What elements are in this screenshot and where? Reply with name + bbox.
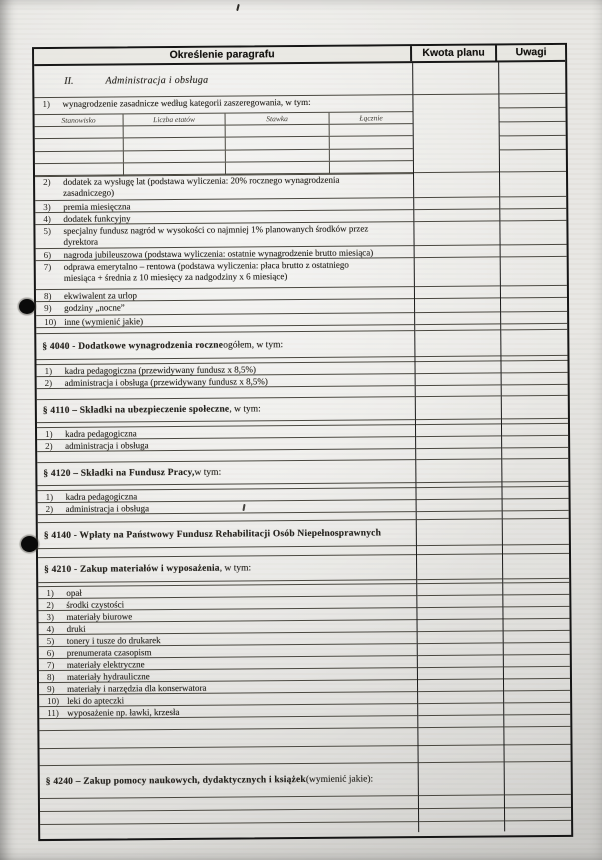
subtable-empty-cell (124, 163, 226, 175)
subtable-empty-cell (226, 137, 330, 149)
uwagi-cell (501, 373, 568, 386)
uwagi-subrow (499, 150, 566, 164)
kwota-planu-cell (418, 691, 503, 704)
subtable-empty-cell (124, 138, 226, 150)
paragraph-heading-rest: w tym: (194, 467, 222, 478)
uwagi-cell (504, 703, 571, 716)
kwota-planu-cell (419, 808, 504, 822)
column-okreslenie-paragrafu (34, 63, 418, 835)
kwota-planu-cell (417, 595, 502, 608)
item-number: 7) (43, 261, 52, 273)
paragraph-heading-bold: § 4110 – Składki na ubezpieczenie społeczne (42, 404, 230, 417)
uwagi-cell (505, 821, 572, 832)
item-number: 5) (43, 225, 51, 237)
item-number: 7) (46, 659, 55, 671)
item-number: 1) (46, 587, 54, 599)
item-number: 2) (43, 176, 51, 188)
uwagi-cell (503, 583, 570, 596)
uwagi-cell (503, 619, 570, 632)
kwota-planu-cell (418, 727, 503, 746)
uwagi-cell (503, 667, 570, 680)
header-uwagi: Uwagi (515, 46, 547, 59)
item-text: prenumerata czasopism (66, 647, 152, 658)
kwota-planu-cell (416, 487, 501, 500)
uwagi-cell (504, 795, 571, 809)
uwagi-cell (502, 459, 569, 483)
section-row (34, 63, 412, 98)
kwota-planu-cell (418, 703, 503, 716)
paragraph-heading-row (37, 460, 415, 486)
kwota-planu-cell (413, 94, 498, 173)
item-number: 2) (45, 503, 54, 515)
item-text: wyposażenie np. ławki, krzesła (67, 706, 180, 718)
paragraph-heading-row (40, 763, 418, 799)
uwagi-cell (502, 487, 569, 500)
item-number: 8) (46, 671, 55, 683)
item-text: wynagrodzenie zasadnicze według kategorii zaszeregowania, w tym: (62, 96, 311, 109)
kwota-planu-cell (419, 762, 504, 796)
item-number: 2) (46, 599, 54, 611)
column-uwagi (498, 62, 572, 832)
kwota-planu-cell (417, 583, 502, 596)
subtable-empty-cell (124, 126, 226, 138)
kwota-planu-cell (416, 436, 501, 449)
punch-hole (19, 299, 35, 314)
item-text: materiały elektryczne (66, 659, 145, 670)
kwota-planu-cell (416, 373, 501, 386)
uwagi-cell (504, 762, 571, 796)
section-title: Administracja i obsługa (105, 74, 209, 87)
uwagi-cell (499, 62, 566, 95)
kwota-planu-cell (418, 679, 503, 692)
subtable-empty-cell (124, 150, 226, 162)
item-number: 8) (43, 290, 52, 302)
item-text: inne (wymienić jakie) (64, 316, 144, 327)
uwagi-cell (500, 245, 567, 258)
punch-hole (21, 536, 38, 552)
uwagi-cell (502, 499, 569, 512)
uwagi-cell (503, 655, 570, 668)
kwota-planu-cell (418, 655, 503, 668)
kwota-planu-cell (415, 286, 500, 299)
item-text: tonery i tusze do drukarek (66, 635, 161, 646)
item-number: 4) (46, 623, 55, 635)
item-number: 11) (47, 707, 59, 719)
uwagi-subrow (499, 136, 566, 151)
item-text: premia miesięczna (63, 201, 131, 212)
item-number: 2) (44, 377, 53, 389)
uwagi-cell (501, 385, 568, 397)
item-number: 4) (43, 213, 51, 225)
item-number: 3) (46, 611, 55, 623)
kwota-planu-cell (418, 715, 503, 728)
item-text: administracja i obsługa (65, 440, 149, 451)
kwota-planu-cell (415, 361, 500, 374)
budget-form-table (32, 43, 573, 841)
uwagi-cell (503, 679, 570, 692)
item-text: druki (66, 623, 86, 634)
kwota-planu-cell (418, 667, 503, 680)
kwota-planu-cell (417, 519, 502, 546)
subtable-empty-cell (330, 149, 413, 161)
item-row (36, 258, 414, 290)
kwota-planu-cell (415, 257, 500, 287)
item-text: leki do apteczki (67, 695, 125, 706)
item-number: 9) (47, 683, 55, 695)
paragraph-heading-bold: § 4240 – Zakup pomocy naukowych, dydaktycznych i książek (45, 774, 306, 788)
kwota-planu-cell (418, 643, 503, 656)
paragraph-heading-rest: (wymienić jakie): (305, 774, 374, 785)
subtable-header-cell: Łącznie (359, 113, 383, 123)
item-text: administracja i obsługa (przewidywany fundusz x 8,5%) (64, 376, 268, 388)
item-row (35, 173, 413, 201)
uwagi-cell (500, 221, 567, 246)
item-text: specjalny fundusz nagród w wysokości co najmniej 1% planowanych środków przez dyrektora (63, 223, 369, 247)
item-text: ekwiwalent za urlop (63, 290, 137, 301)
item-text: kadra pedagogiczna (przewidywany fundusz x 8,5%) (64, 364, 257, 376)
table-body (34, 62, 571, 835)
item-number: 10) (44, 316, 57, 328)
uwagi-cell (504, 715, 571, 728)
item-text: godziny „nocne” (64, 302, 125, 313)
uwagi-subrow (499, 122, 566, 137)
kwota-planu-cell (415, 298, 500, 313)
kwota-planu-cell (414, 209, 499, 222)
uwagi-cell (501, 424, 568, 437)
uwagi-cell (505, 808, 572, 822)
uwagi-cell (500, 298, 567, 313)
item-text: kadra pedagogiczna (65, 428, 137, 439)
item-number: 5) (46, 635, 55, 647)
uwagi-cell (504, 727, 571, 746)
uwagi-cell (502, 448, 569, 460)
subtable-empty-cell (330, 124, 413, 136)
item-number: 1) (44, 365, 53, 377)
uwagi-cell (500, 257, 567, 287)
kwota-planu-cell (417, 554, 502, 580)
item-number: 1) (45, 428, 53, 440)
uwagi-cell (503, 643, 570, 656)
uwagi-cell (501, 396, 568, 420)
uwagi-cell (501, 312, 568, 325)
kwota-planu-cell (416, 459, 501, 483)
staffing-subtable (35, 111, 413, 177)
paragraph-heading-row (38, 555, 416, 583)
section-numeral: II. (64, 75, 74, 87)
kwota-planu-cell (414, 221, 499, 246)
uwagi-cell (502, 436, 569, 449)
kwota-planu-cell (417, 499, 502, 512)
column-kwota-planu (412, 62, 504, 832)
paragraph-heading-rest: , w tym: (229, 404, 261, 415)
paragraph-heading-rest: ogółem, w tym: (223, 339, 284, 351)
item-text: opał (66, 587, 82, 598)
uwagi-cell (503, 595, 570, 608)
subtable-empty-cell (226, 150, 330, 162)
paragraph-heading-bold: § 4040 - Dodatkowe wynagrodzenia roczne (42, 340, 224, 352)
item-text: nagroda jubileuszowa (podstawa wyliczenia: ostatnie wynagrodzenie brutto miesiąca) (63, 247, 374, 260)
uwagi-cell (504, 691, 571, 704)
item-number: 2) (45, 440, 53, 452)
kwota-planu-cell (413, 62, 498, 95)
item-row (35, 222, 413, 249)
item-text: administracja i obsługa (65, 503, 150, 514)
paragraph-heading-row (38, 520, 416, 549)
uwagi-cell (503, 631, 570, 644)
subtable-empty-cell (35, 139, 124, 151)
kwota-planu-cell (416, 448, 501, 460)
uwagi-cell (503, 554, 570, 580)
paragraph-heading-rest: , w tym: (219, 563, 252, 574)
subtable-header-cell: Stanowisko (35, 114, 124, 126)
item-text: dodatek za wysługę lat (podstawa wyliczenia: 20% rocznego wynagrodzenia zasadniczego) (63, 174, 340, 198)
uwagi-cell (500, 197, 567, 210)
item-number: 9) (44, 302, 52, 314)
subtable-empty-cell (226, 162, 330, 174)
item-number: 3) (43, 201, 51, 213)
paragraph-heading-bold: § 4210 - Zakup materiałów i wyposażenia (44, 563, 220, 576)
kwota-planu-cell (418, 631, 503, 644)
uwagi-cell (503, 607, 570, 620)
subtable-empty-cell (330, 161, 413, 173)
subtable-empty-cell (35, 151, 124, 163)
kwota-planu-cell (418, 619, 503, 632)
item-text: materiały hydrauliczne (66, 671, 150, 682)
header-kwota-planu: Kwota planu (412, 45, 497, 61)
subtable-empty-cell (330, 137, 413, 149)
kwota-planu-cell (414, 172, 499, 198)
item-text: środki czystości (66, 599, 125, 610)
kwota-planu-cell (415, 245, 500, 258)
uwagi-subrow (499, 94, 566, 109)
kwota-planu-cell (416, 385, 501, 397)
uwagi-cell (500, 172, 567, 198)
subtable-empty-cell (226, 125, 330, 137)
item-text: odprawa emerytalno – rentowa (podstawa wyliczenia: płaca brutto z ostatniego miesiąca + średnia z 10 miesięcy za nadgodziny x 6 miesiące) (63, 259, 349, 283)
item-number: 10) (47, 695, 60, 707)
subtable-empty-cell (35, 126, 124, 138)
subtable-header-cell: Liczba etatów (124, 114, 226, 126)
item-text: materiały biurowe (66, 611, 133, 622)
kwota-planu-cell (415, 312, 500, 325)
item-text: kadra pedagogiczna (65, 491, 138, 502)
paragraph-heading-row (37, 397, 415, 423)
uwagi-cell (504, 745, 571, 763)
item-text: materiały i narzędzia dla konserwatora (67, 682, 207, 694)
kwota-planu-cell (416, 396, 501, 420)
paragraph-heading-row (36, 331, 414, 360)
item-number: 6) (43, 249, 52, 261)
scan-mark (236, 4, 240, 11)
uwagi-cell (501, 361, 568, 374)
header-okreslenie-paragrafu: Określenie paragrafu (34, 46, 412, 64)
paragraph-heading-bold: § 4140 - Wpłaty na Państwowy Fundusz Rehabilitacji Osób Niepełnosprawnych (43, 527, 382, 541)
item-text: dodatek funkcyjny (63, 213, 131, 224)
uwagi-cell (500, 286, 567, 299)
item-row (34, 95, 413, 176)
uwagi-cell (500, 209, 567, 222)
kwota-planu-cell (416, 424, 501, 437)
kwota-planu-cell (414, 197, 499, 210)
uwagi-cell (501, 330, 568, 357)
kwota-planu-cell (419, 821, 504, 832)
uwagi-cell (499, 94, 566, 173)
kwota-planu-cell (419, 795, 504, 809)
subtable-empty-cell (35, 164, 124, 176)
item-number: 1) (45, 491, 54, 503)
uwagi-subrow (499, 108, 566, 123)
uwagi-cell (502, 519, 569, 546)
empty-row (40, 822, 418, 835)
item-number: 1) (42, 98, 50, 110)
item-number: 6) (46, 647, 55, 659)
kwota-planu-cell (419, 745, 504, 763)
subtable-header-cell: Stawka (226, 113, 330, 125)
paragraph-heading-bold: § 4120 – Składki na Fundusz Pracy, (43, 467, 195, 480)
kwota-planu-cell (415, 330, 500, 357)
kwota-planu-cell (417, 607, 502, 620)
